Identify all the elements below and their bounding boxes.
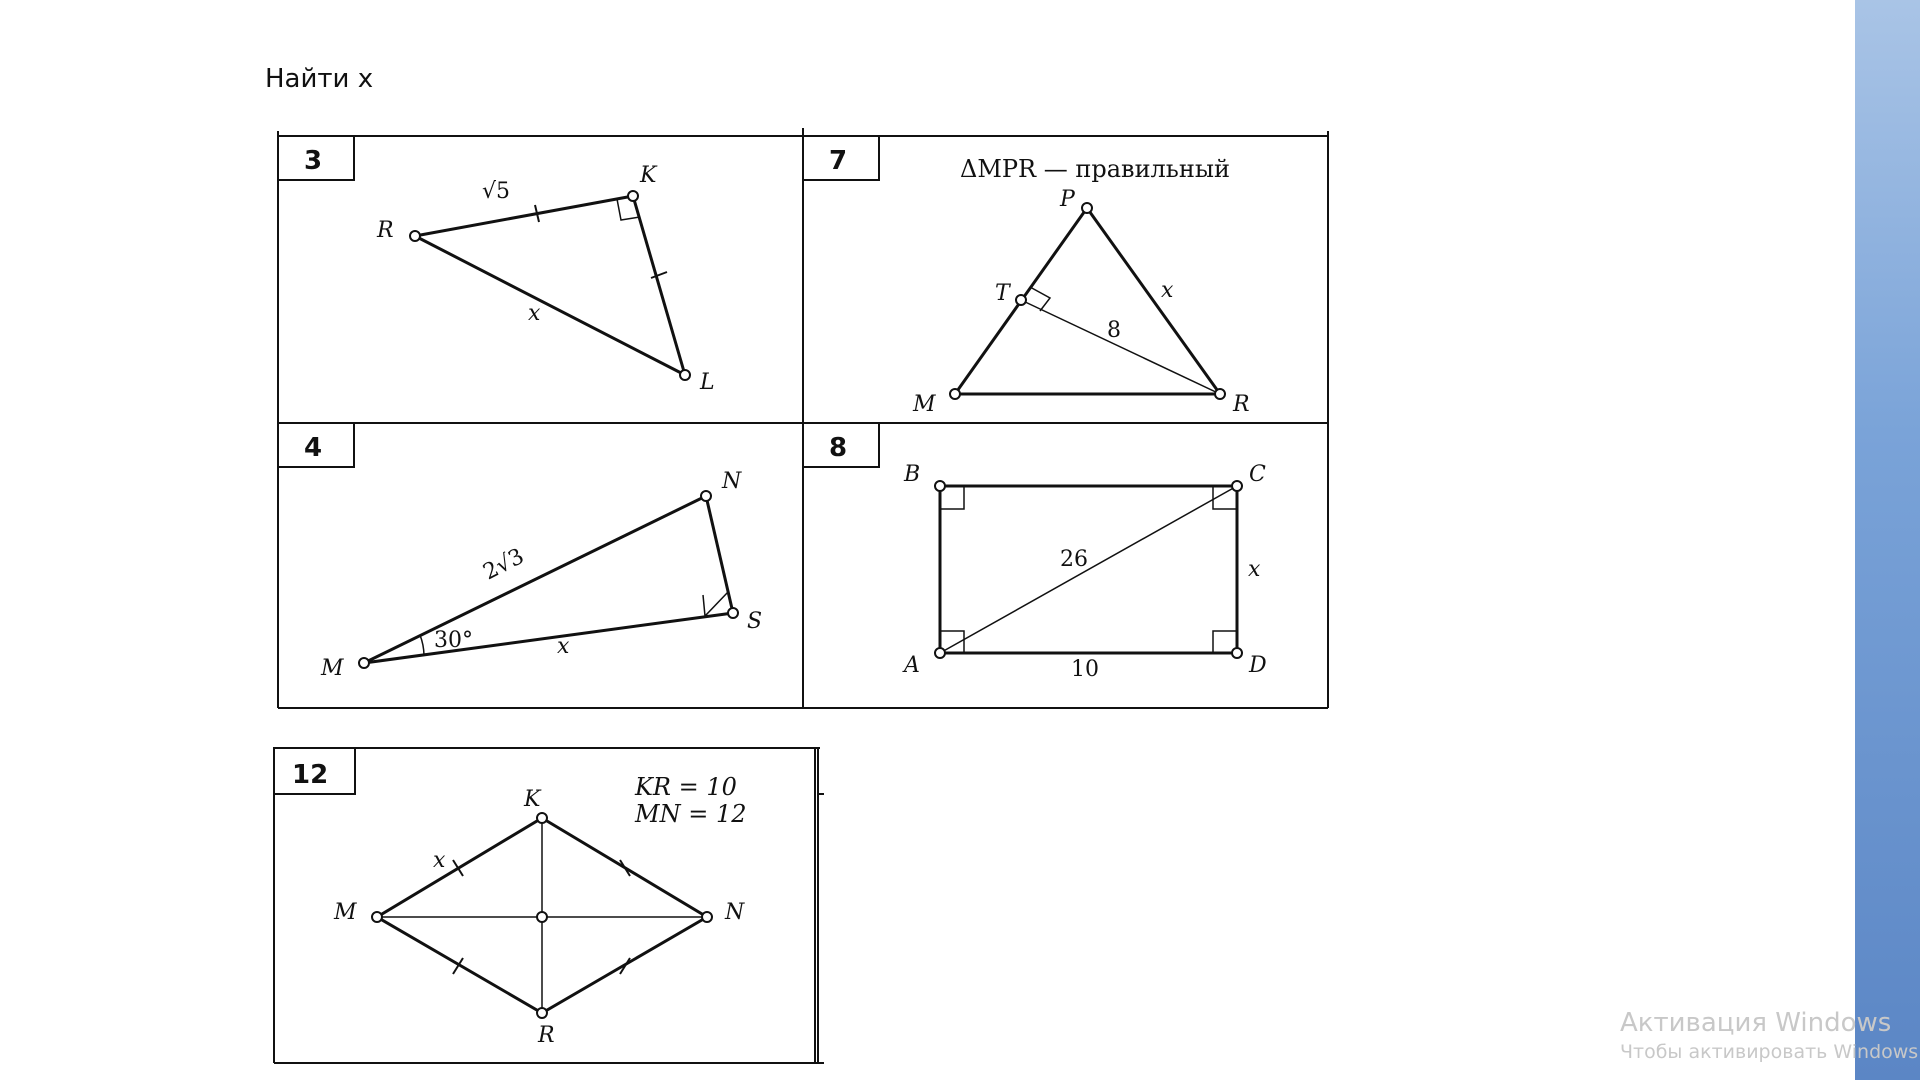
side-ad-label: 10 — [1071, 657, 1099, 682]
diagonal-ac-label: 26 — [1060, 547, 1088, 572]
page-title: Найти x — [265, 64, 374, 94]
problem-7 — [829, 146, 1250, 417]
side-mk-label: x — [433, 848, 446, 873]
vertex-P: P — [1060, 187, 1075, 212]
problem-4 — [304, 433, 762, 681]
vertex-R: R — [377, 218, 394, 243]
vertex-M: M — [321, 656, 344, 681]
given-kr: KR = 10 — [635, 773, 737, 801]
vertex-D: D — [1249, 653, 1267, 678]
vertex-B: B — [904, 462, 921, 487]
side-cd-label: x — [1248, 557, 1261, 582]
segment-tr-label: 8 — [1107, 318, 1121, 343]
problem-4-number: 4 — [304, 433, 323, 463]
vertex-C: C — [1249, 462, 1266, 487]
side-mn-label: 2√3 — [479, 543, 529, 586]
vertex-N: N — [722, 469, 742, 494]
problem-3-number: 3 — [304, 146, 323, 176]
side-pr-label: x — [1161, 278, 1174, 303]
angle-m-label: 30° — [434, 628, 473, 653]
vertex-R: R — [1233, 392, 1250, 417]
vertex-M: M — [334, 900, 357, 925]
problem-3 — [304, 146, 715, 395]
vertex-A: A — [904, 653, 920, 678]
vertex-K: K — [640, 163, 657, 188]
activation-watermark-subtitle: Чтобы активировать Windows — [1620, 1041, 1919, 1063]
problem-7-number: 7 — [829, 146, 848, 176]
vertex-M: M — [913, 392, 936, 417]
side-ms-label: x — [557, 634, 570, 659]
vertex-L: L — [700, 370, 715, 395]
vertex-R: R — [538, 1023, 555, 1048]
vertex-T: T — [995, 281, 1010, 306]
vertex-N: N — [725, 900, 745, 925]
problem-12 — [292, 760, 746, 1048]
side-rk-label: √5 — [482, 179, 511, 204]
problem-8-number: 8 — [829, 433, 848, 463]
side-rl-label: x — [528, 301, 541, 326]
problem-grid — [278, 128, 1328, 708]
slide-side-panel — [1855, 0, 1920, 1080]
activation-watermark-title: Активация Windows — [1620, 1008, 1892, 1038]
problem-8 — [829, 433, 1267, 682]
problem-12-number: 12 — [292, 760, 329, 790]
vertex-S: S — [747, 609, 763, 634]
given-mn: MN = 12 — [635, 800, 747, 828]
vertex-K: K — [524, 787, 541, 812]
problem-7-condition: ΔMPR — правильный — [960, 155, 1230, 183]
